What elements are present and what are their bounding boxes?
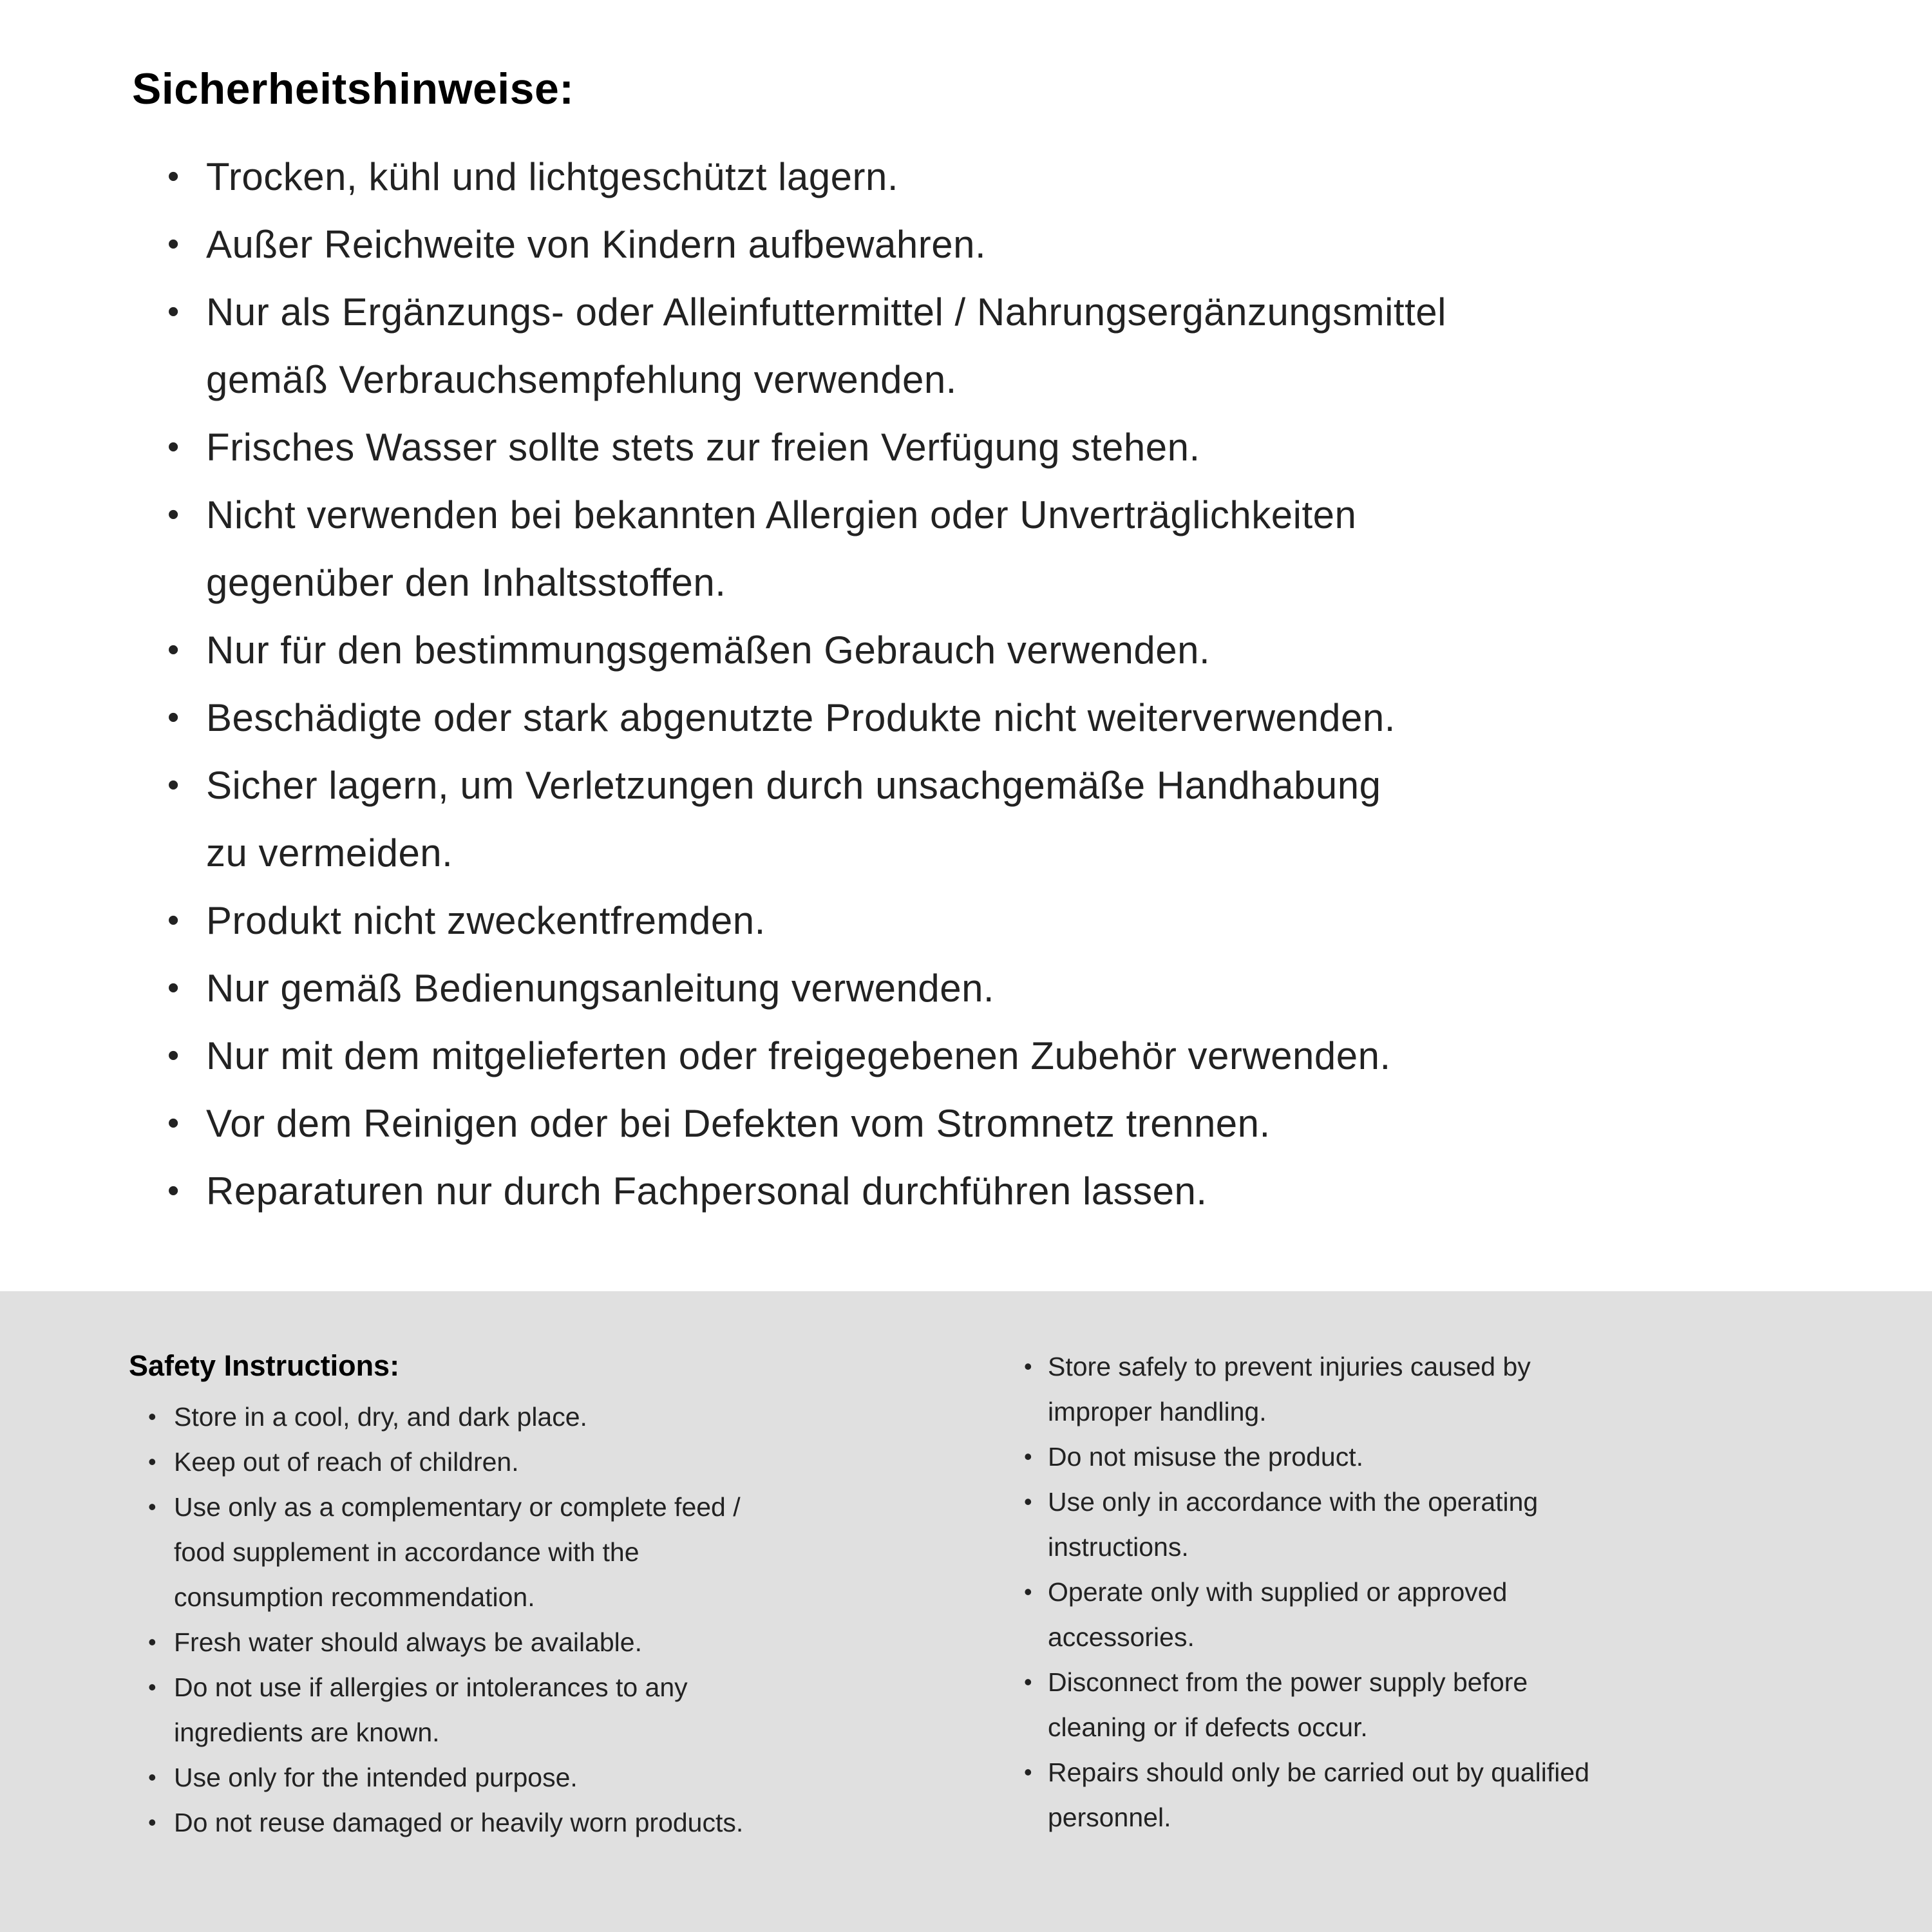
list-item-text: zu vermeiden.: [206, 831, 453, 875]
list-item: [129, 1620, 998, 1665]
list-item: [1024, 1479, 1906, 1569]
list-item-text: Produkt nicht zweckentfremden.: [206, 899, 766, 942]
bullet-icon: •: [148, 1764, 156, 1790]
list-item: [132, 1022, 1903, 1090]
list-item: [129, 1394, 998, 1439]
list-item: [129, 1665, 998, 1755]
list-item-text: Reparaturen nur durch Fachpersonal durchführen lassen.: [206, 1170, 1208, 1213]
bullet-icon: •: [1024, 1759, 1032, 1785]
list-item-text: Disconnect from the power supply before: [1048, 1667, 1528, 1697]
bullet-icon: •: [148, 1629, 156, 1655]
bullet-icon: •: [167, 428, 180, 466]
list-item: [132, 616, 1903, 684]
bullet-icon: •: [1024, 1443, 1032, 1470]
bullet-icon: •: [1024, 1488, 1032, 1515]
list-item-text: Außer Reichweite von Kindern aufbewahren.: [206, 223, 987, 266]
list-item: [129, 1800, 998, 1845]
bullet-icon: •: [148, 1403, 156, 1430]
list-item-text: Trocken, kühl und lichtgeschützt lagern.: [206, 155, 899, 198]
list-item-text: cleaning or if defects occur.: [1048, 1712, 1368, 1742]
english-section-title: Safety Instructions:: [129, 1349, 400, 1382]
list-item-text: Sicher lagern, um Verletzungen durch unsachgemäße Handhabung: [206, 764, 1381, 807]
list-item: [132, 752, 1903, 887]
bullet-icon: •: [148, 1448, 156, 1475]
german-section-title: Sicherheitshinweise:: [132, 64, 574, 113]
german-safety-list: [132, 143, 1903, 1225]
bullet-icon: •: [167, 902, 180, 939]
bullet-icon: •: [1024, 1353, 1032, 1379]
list-item: [1024, 1434, 1906, 1479]
list-item-text: Use only as a complementary or complete feed /: [174, 1492, 741, 1522]
list-item: [132, 211, 1903, 278]
list-item-text: Vor dem Reinigen oder bei Defekten vom Stromnetz trennen.: [206, 1102, 1271, 1145]
list-item: [1024, 1660, 1906, 1750]
list-item: [132, 1157, 1903, 1225]
bullet-icon: •: [167, 293, 180, 330]
german-safety-section: [132, 0, 1903, 1225]
list-item: [132, 143, 1903, 211]
list-item-text: Nicht verwenden bei bekannten Allergien oder Unverträglichkeiten: [206, 493, 1357, 536]
bullet-icon: •: [167, 158, 180, 195]
bullet-icon: •: [148, 1674, 156, 1700]
list-item: [132, 684, 1903, 752]
list-item: [132, 278, 1903, 413]
bullet-icon: •: [167, 225, 180, 263]
list-item-text: accessories.: [1048, 1622, 1195, 1652]
bullet-icon: •: [1024, 1669, 1032, 1695]
list-item-text: Repairs should only be carried out by qualified: [1048, 1757, 1590, 1787]
bullet-icon: •: [167, 969, 180, 1007]
list-item-text: Beschädigte oder stark abgenutzte Produkte nicht weiterverwenden.: [206, 696, 1396, 739]
bullet-icon: •: [167, 1172, 180, 1209]
list-item-text: gemäß Verbrauchsempfehlung verwenden.: [206, 358, 957, 401]
list-item-text: Frisches Wasser sollte stets zur freien Verfügung stehen.: [206, 426, 1200, 469]
list-item-text: Operate only with supplied or approved: [1048, 1577, 1508, 1607]
english-safety-list-left: [129, 1394, 998, 1845]
list-item: [132, 954, 1903, 1022]
list-item-text: improper handling.: [1048, 1397, 1267, 1426]
list-item: [1024, 1750, 1906, 1840]
list-item-text: Keep out of reach of children.: [174, 1447, 519, 1477]
list-item-text: Nur als Ergänzungs- oder Alleinfuttermittel / Nahrungsergänzungsmittel: [206, 290, 1446, 334]
list-item-text: ingredients are known.: [174, 1718, 440, 1747]
list-item: [132, 413, 1903, 481]
list-item: [129, 1755, 998, 1800]
list-item-text: food supplement in accordance with the: [174, 1537, 639, 1567]
list-item: [1024, 1569, 1906, 1660]
list-item-text: Do not use if allergies or intolerances to any: [174, 1672, 688, 1702]
bullet-icon: •: [167, 1037, 180, 1074]
list-item: [132, 1090, 1903, 1157]
english-safety-list-right: [1024, 1344, 1906, 1840]
list-item: [132, 481, 1903, 616]
list-item-text: Fresh water should always be available.: [174, 1627, 642, 1657]
bullet-icon: •: [167, 699, 180, 736]
list-item-text: personnel.: [1048, 1803, 1171, 1832]
list-item-text: Store safely to prevent injuries caused by: [1048, 1352, 1531, 1381]
list-item: [1024, 1344, 1906, 1434]
list-item-text: Nur gemäß Bedienungsanleitung verwenden.: [206, 967, 995, 1010]
list-item-text: instructions.: [1048, 1532, 1189, 1562]
list-item-text: Do not reuse damaged or heavily worn products.: [174, 1808, 744, 1837]
list-item-text: Use only for the intended purpose.: [174, 1763, 578, 1792]
list-item: [129, 1484, 998, 1620]
list-item-text: Use only in accordance with the operating: [1048, 1487, 1539, 1517]
english-safety-section: [0, 1291, 1932, 1932]
english-right-column: [1024, 1344, 1906, 1840]
list-item: [129, 1439, 998, 1484]
list-item-text: Nur mit dem mitgelieferten oder freigegebenen Zubehör verwenden.: [206, 1034, 1391, 1077]
bullet-icon: •: [148, 1493, 156, 1520]
list-item: [132, 887, 1903, 954]
english-left-column: [129, 1349, 998, 1845]
list-item-text: Store in a cool, dry, and dark place.: [174, 1402, 587, 1432]
list-item-text: gegenüber den Inhaltsstoffen.: [206, 561, 726, 604]
bullet-icon: •: [167, 1104, 180, 1142]
list-item-text: Do not misuse the product.: [1048, 1442, 1363, 1472]
bullet-icon: •: [1024, 1578, 1032, 1605]
bullet-icon: •: [167, 631, 180, 668]
bullet-icon: •: [148, 1809, 156, 1835]
bullet-icon: •: [167, 766, 180, 804]
bullet-icon: •: [167, 496, 180, 533]
list-item-text: consumption recommendation.: [174, 1582, 535, 1612]
list-item-text: Nur für den bestimmungsgemäßen Gebrauch verwenden.: [206, 629, 1211, 672]
